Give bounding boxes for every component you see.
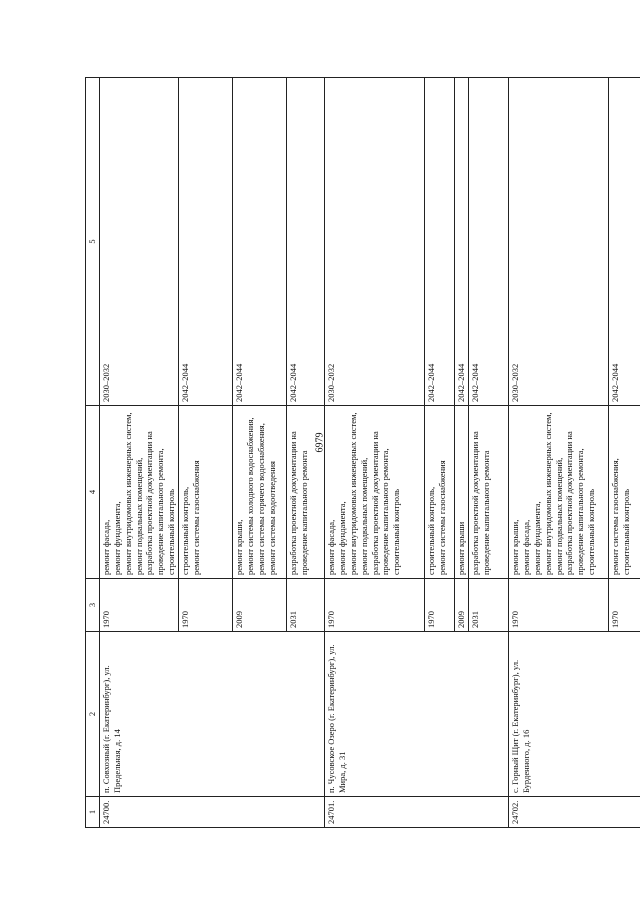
year-cell: 1970: [509, 579, 609, 632]
year-cell: 1970: [425, 579, 455, 632]
work-item: ремонт внутридомовых инженерных систем,: [542, 412, 553, 575]
work-item: ремонт фасада,: [100, 519, 111, 575]
works-cell: [99, 406, 178, 579]
work-item: ремонт крыши: [456, 521, 466, 575]
column-number-row: [86, 78, 100, 828]
row-number: 24701.: [325, 797, 509, 828]
works-cell: [469, 406, 509, 579]
period-cell: 2042–2044: [609, 78, 640, 406]
year-cell: 2009: [233, 579, 287, 632]
work-item: проведение капитального ремонта: [298, 450, 309, 575]
work-item: ремонт фундамента,: [111, 501, 122, 575]
work-item: ремонт фундамента,: [336, 501, 347, 575]
work-item: ремонт подвальных помещений,: [553, 457, 564, 575]
work-item: ремонт внутридомовых инженерных систем,: [347, 412, 358, 575]
works-cell: [287, 406, 325, 579]
period-cell: 2042–2044: [469, 78, 509, 406]
work-item: ремонт крыши,: [510, 519, 520, 575]
work-item: разработка проектной документации на: [470, 431, 480, 575]
work-item: строительный контроль: [166, 488, 177, 575]
work-item: проведение капитального ремонта,: [155, 448, 166, 575]
page-number: 6979: [314, 432, 326, 453]
work-item: ремонт системы газоснабжения: [190, 460, 201, 575]
work-item: ремонт фасада,: [520, 519, 531, 575]
period-cell: 2030–2032: [325, 78, 425, 406]
capital-repair-table: [85, 77, 640, 828]
year-cell: 2031: [469, 579, 509, 632]
work-item: ремонт подвальных помещений,: [133, 457, 144, 575]
column-header: 4: [86, 406, 100, 579]
work-item: разработка проектной документации на: [288, 431, 298, 575]
work-item: ремонт внутридомовых инженерных систем,: [122, 412, 133, 575]
work-item: ремонт фасада,: [326, 519, 336, 575]
address-cell: п. Чусовское Озеро (г. Екатеринбург), ул. Мира, д. 31: [325, 632, 509, 797]
row-number: 24700.: [99, 797, 324, 828]
column-header: 3: [86, 579, 100, 632]
table-row: [99, 78, 178, 828]
work-item: ремонт системы газоснабжения: [436, 460, 447, 575]
work-item: ремонт фундамента,: [531, 501, 542, 575]
table-body: [99, 78, 640, 828]
table-row: [509, 78, 609, 828]
period-cell: 2042–2044: [233, 78, 287, 406]
table-row: [325, 78, 425, 828]
period-cell: 2030–2032: [509, 78, 609, 406]
works-cell: [425, 406, 455, 579]
year-cell: 1970: [179, 579, 233, 632]
work-item: строительный контроль,: [180, 486, 190, 575]
work-item: проведение капитального ремонта,: [575, 448, 586, 575]
rotated-table-container: [85, 78, 631, 828]
work-item: строительный контроль: [620, 488, 631, 575]
period-cell: 2042–2044: [287, 78, 325, 406]
column-header: 1: [86, 797, 100, 828]
works-cell: [179, 406, 233, 579]
works-cell: [325, 406, 425, 579]
work-item: проведение капитального ремонта,: [380, 448, 391, 575]
address-cell: п. Совхозный (г. Екатеринбург), ул. Предельная, д. 14: [99, 632, 324, 797]
period-cell: 2042–2044: [179, 78, 233, 406]
period-cell: 2042–2044: [455, 78, 469, 406]
work-item: разработка проектной документации на: [564, 431, 575, 575]
year-cell: 2031: [287, 579, 325, 632]
works-cell: [455, 406, 469, 579]
year-cell: 2009: [455, 579, 469, 632]
column-header: 5: [86, 78, 100, 406]
row-number: 24702.: [509, 797, 640, 828]
work-item: разработка проектной документации на: [369, 431, 380, 575]
work-item: строительный контроль: [391, 488, 402, 575]
work-item: ремонт системы водоотведения: [266, 461, 277, 575]
year-cell: 1970: [609, 579, 640, 632]
works-cell: [233, 406, 287, 579]
work-item: ремонт системы горячего водоснабжения,: [255, 423, 266, 575]
work-item: ремонт системы холодного водоснабжения,: [244, 417, 255, 575]
work-item: ремонт крыши,: [234, 519, 244, 575]
column-header: 2: [86, 632, 100, 797]
address-cell: с. Горный Щит (г. Екатеринбург), ул. Бурденного, д. 16: [509, 632, 640, 797]
period-cell: 2030–2032: [99, 78, 178, 406]
year-cell: 1970: [325, 579, 425, 632]
work-item: ремонт подвальных помещений,: [358, 457, 369, 575]
work-item: ремонт системы газоснабжения,: [610, 458, 620, 575]
work-item: проведение капитального ремонта: [480, 450, 491, 575]
period-cell: 2042–2044: [425, 78, 455, 406]
work-item: строительный контроль: [586, 488, 597, 575]
work-item: строительный контроль,: [426, 486, 436, 575]
year-cell: 1970: [99, 579, 178, 632]
works-cell: [609, 406, 640, 579]
work-item: разработка проектной документации на: [144, 431, 155, 575]
works-cell: [509, 406, 609, 579]
